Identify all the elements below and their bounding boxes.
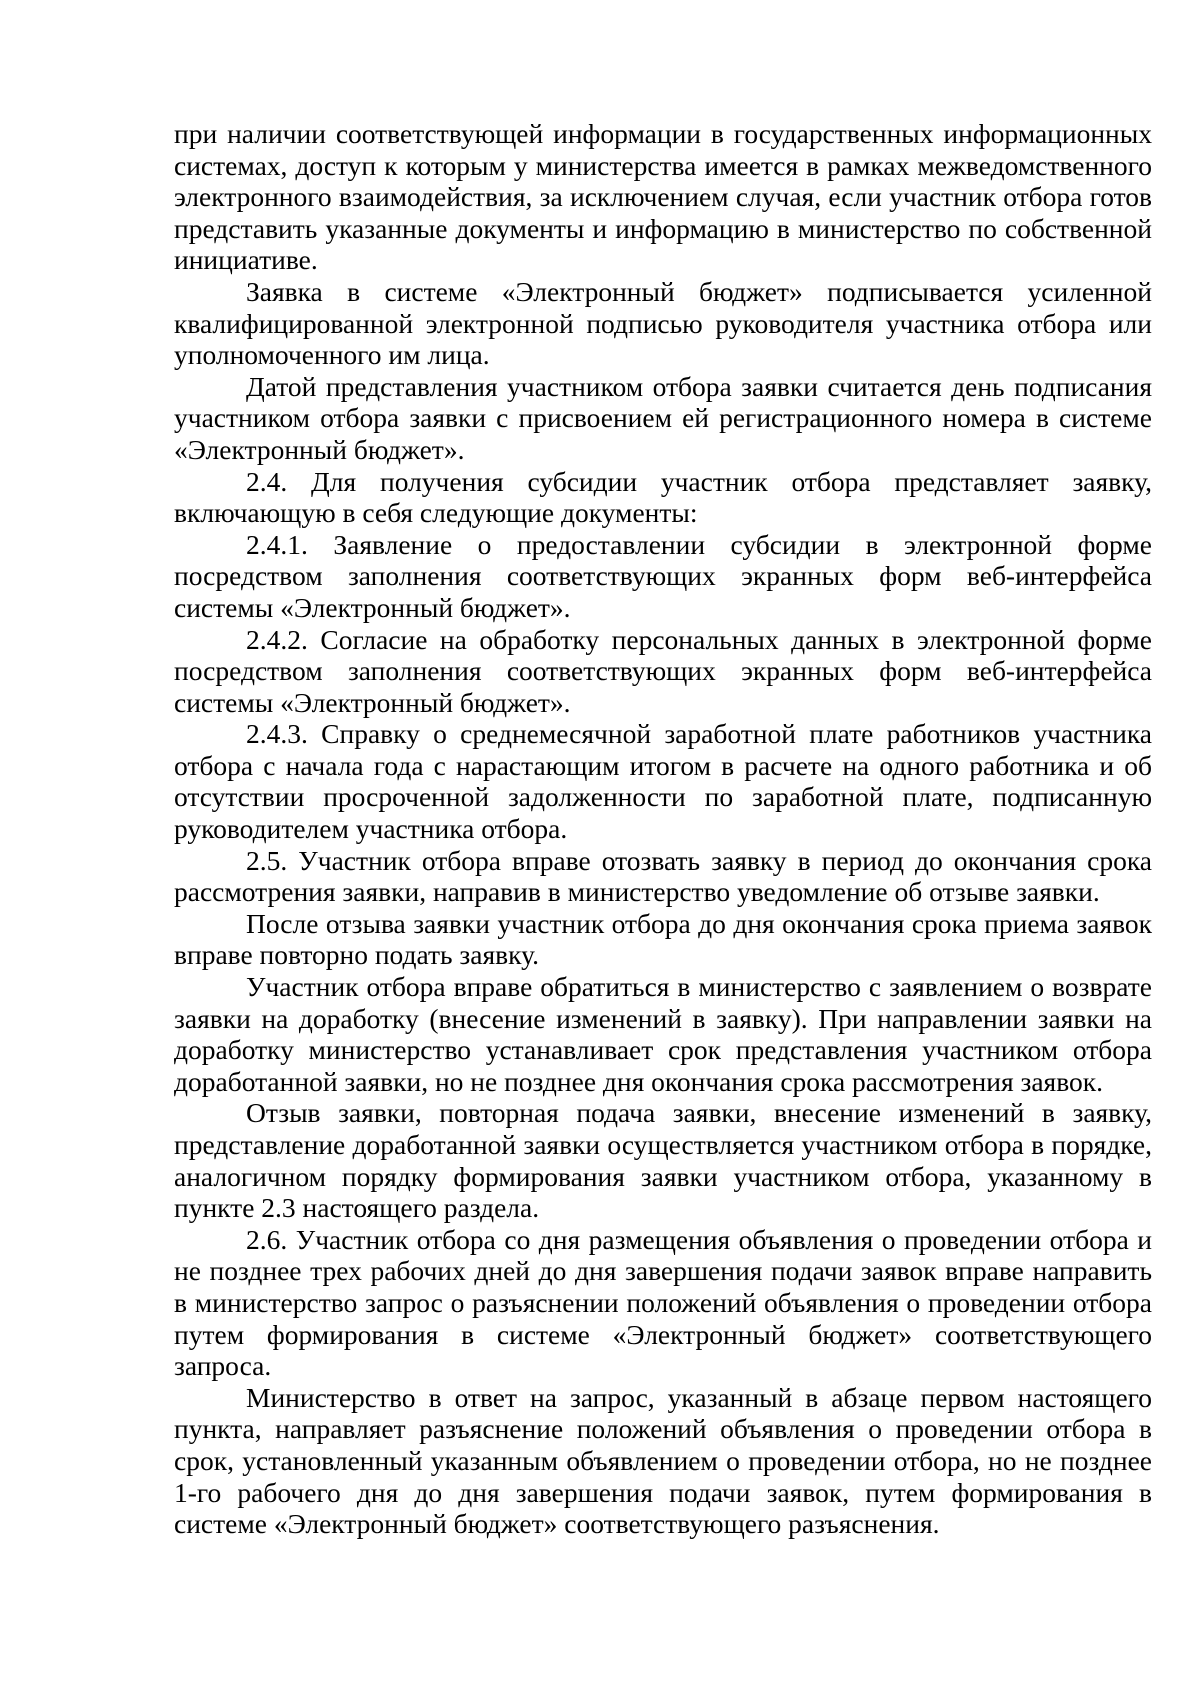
paragraph-2-5: 2.5. Участник отбора вправе отозвать заявку в период до окончания срока рассмотрения заявки, направив в министерство уведомление об отзыве заявки. [174,844,1152,908]
paragraph-2-4: 2.4. Для получения субсидии участник отбора представляет заявку, включающую в себя следующие документы: [174,465,1152,529]
paragraph-signature-requirement: Заявка в системе «Электронный бюджет» подписывается усиленной квалифицированной электронной подписью руководителя участника отбора или уполномоченного им лица. [174,275,1152,371]
paragraph-withdrawal-procedure: Отзыв заявки, повторная подача заявки, внесение изменений в заявку, представление доработанной заявки осуществляется участником отбора в порядке, аналогичном порядку формирования заявки участником отбора, указанному в пункте 2.3 настоящего раздела. [174,1097,1152,1224]
paragraph-continuation: при наличии соответствующей информации в государственных информационных системах, доступ к которым у министерства имеется в рамках межведомственного электронного взаимодействия, за исключением случая, если участник отбора готов представить указанные документы и информацию в министерство по собственной инициативе. [174,118,1152,276]
paragraph-2-6: 2.6. Участник отбора со дня размещения объявления о проведении отбора и не позднее трех рабочих дней до дня завершения подачи заявок вправе направить в министерство запрос о разъяснении положений объявления о проведении отбора путем формирования в системе «Электронный бюджет» соответствующего запроса. [174,1223,1152,1382]
document-page [174,118,1152,1678]
paragraph-return-for-revision: Участник отбора вправе обратиться в министерство с заявлением о возврате заявки на доработку (внесение изменений в заявку). При направлении заявки на доработку министерство устанавливает срок представления участником отбора доработанной заявки, но не позднее дня окончания срока рассмотрения заявок. [174,971,1152,1097]
paragraph-ministry-response: Министерство в ответ на запрос, указанный в абзаце первом настоящего пункта, направляет разъяснение положений объявления о проведении отбора в срок, установленный указанным объявлением о проведении отбора, но не позднее 1-го рабочего дня до дня завершения подачи заявок, путем формирования в системе «Электронный бюджет» соответствующего разъяснения. [174,1381,1152,1540]
paragraph-resubmission: После отзыва заявки участник отбора до дня окончания срока приема заявок вправе повторно подать заявку. [174,907,1152,971]
paragraph-2-4-2: 2.4.2. Согласие на обработку персональных данных в электронной форме посредством заполнения соответствующих экранных форм веб-интерфейса системы «Электронный бюджет». [174,623,1152,718]
paragraph-2-4-3: 2.4.3. Справку о среднемесячной заработной плате работников участника отбора с начала года с нарастающим итогом в расчете на одного работника и об отсутствии просроченной задолженности по заработной плате, подписанную руководителем участника отбора. [174,718,1152,845]
paragraph-2-4-1: 2.4.1. Заявление о предоставлении субсидии в электронной форме посредством заполнения соответствующих экранных форм веб-интерфейса системы «Электронный бюджет». [174,528,1152,623]
paragraph-submission-date: Датой представления участником отбора заявки считается день подписания участником отбора заявки с присвоением ей регистрационного номера в системе «Электронный бюджет». [174,370,1152,465]
